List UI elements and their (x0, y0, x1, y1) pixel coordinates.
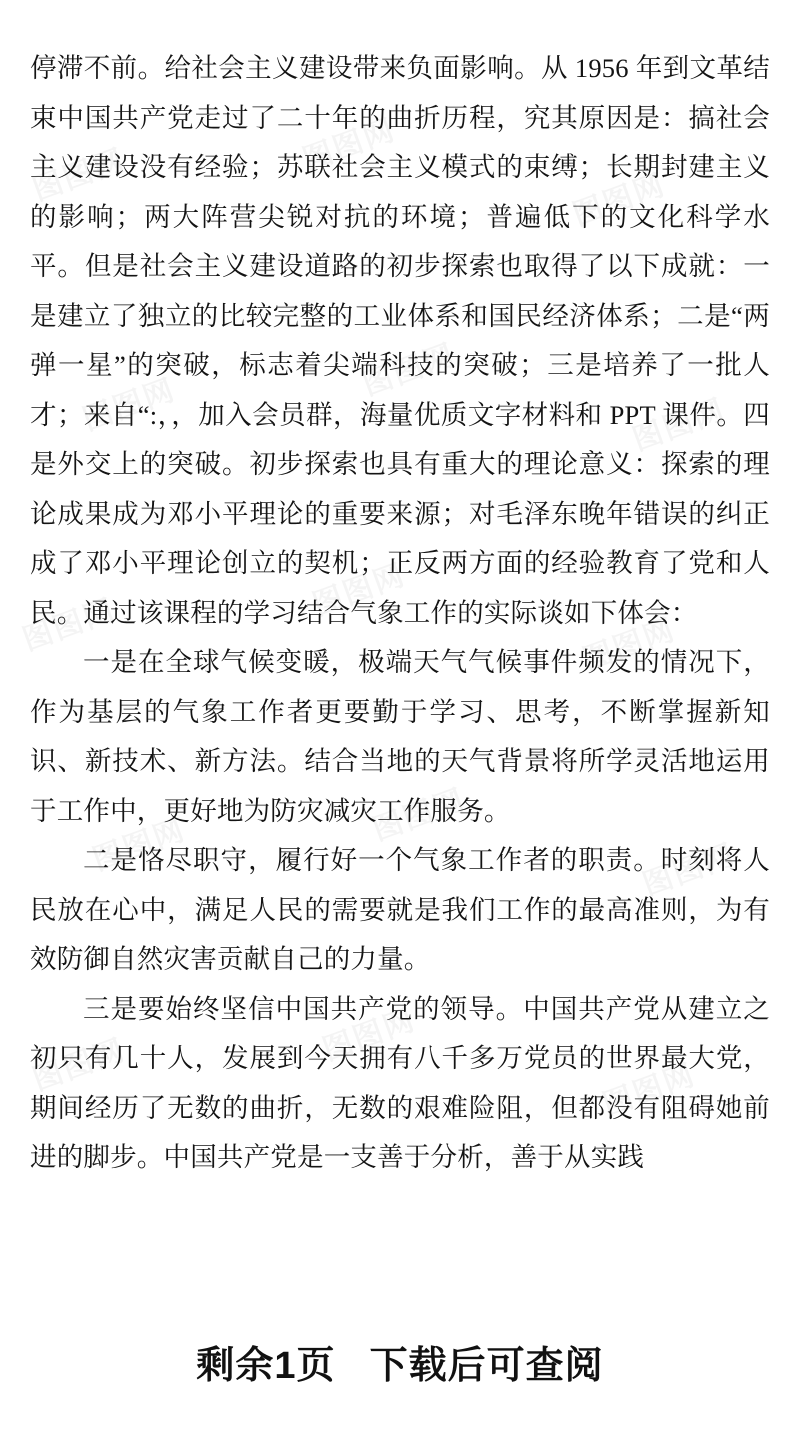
paragraph-4: 三是要始终坚信中国共产党的领导。中国共产党从建立之初只有几十人，发展到今天拥有八千多万党员的世界最大党，期间经历了无数的曲折，无数的艰难险阻，但都没有阻碍她前进的脚步。中国共产党是一支善于分析，善于从实践 (30, 993, 770, 1172)
footer-text-group (196, 1334, 603, 1389)
paragraph-2: 一是在全球气候变暖，极端天气气候事件频发的情况下，作为基层的气象工作者更要勤于学习、思考，不断掌握新知识、新技术、新方法。结合当地的天气背景将所学灵活地运用于工作中，更好地为防灾减灾工作服务。 (30, 647, 770, 826)
paragraph-1: 停滞不前。给社会主义建设带来负面影响。从 1956 年到文革结束中国共产党走过了二十年的曲折历程，究其原因是：搞社会主义建设没有经验；苏联社会主义模式的束缚；长期封建主义的影响；两大阵营尖锐对抗的环境；普遍低下的文化科学水平。但是社会主义建设道路的初步探索也取得了以下成就：一是建立了独立的比较完整的工业体系和国民经济体系；二是“两弹一星”的突破，标志着尖端科技的突破；三是培养了一批人才；来自“:，，加入会员群，海量优质文字材料和 PPT 课件。四是外交上的突破。初步探索也具有重大的理论意义：探索的理论成果成为邓小平理论的重要来源；对毛泽东晚年错误的纠正成了邓小平理论创立的契机；正反两方面的经验教育了党和人民。通过该课程的学习结合气象工作的实际谈如下体会： (30, 53, 770, 628)
footer-divider (0, 1286, 800, 1287)
download-hint-label[interactable]: 下载后可查阅 (369, 1344, 604, 1387)
paragraph-3: 二是恪尽职守，履行好一个气象工作者的职责。时刻将人民放在心中，满足人民的需要就是我们工作的最高准则，为有效防御自然灾害贡献自己的力量。 (30, 845, 770, 974)
remaining-pages-label: 剩余1页 (196, 1344, 336, 1387)
document-text-body (30, 44, 770, 1183)
download-prompt-bar[interactable] (0, 1286, 800, 1436)
